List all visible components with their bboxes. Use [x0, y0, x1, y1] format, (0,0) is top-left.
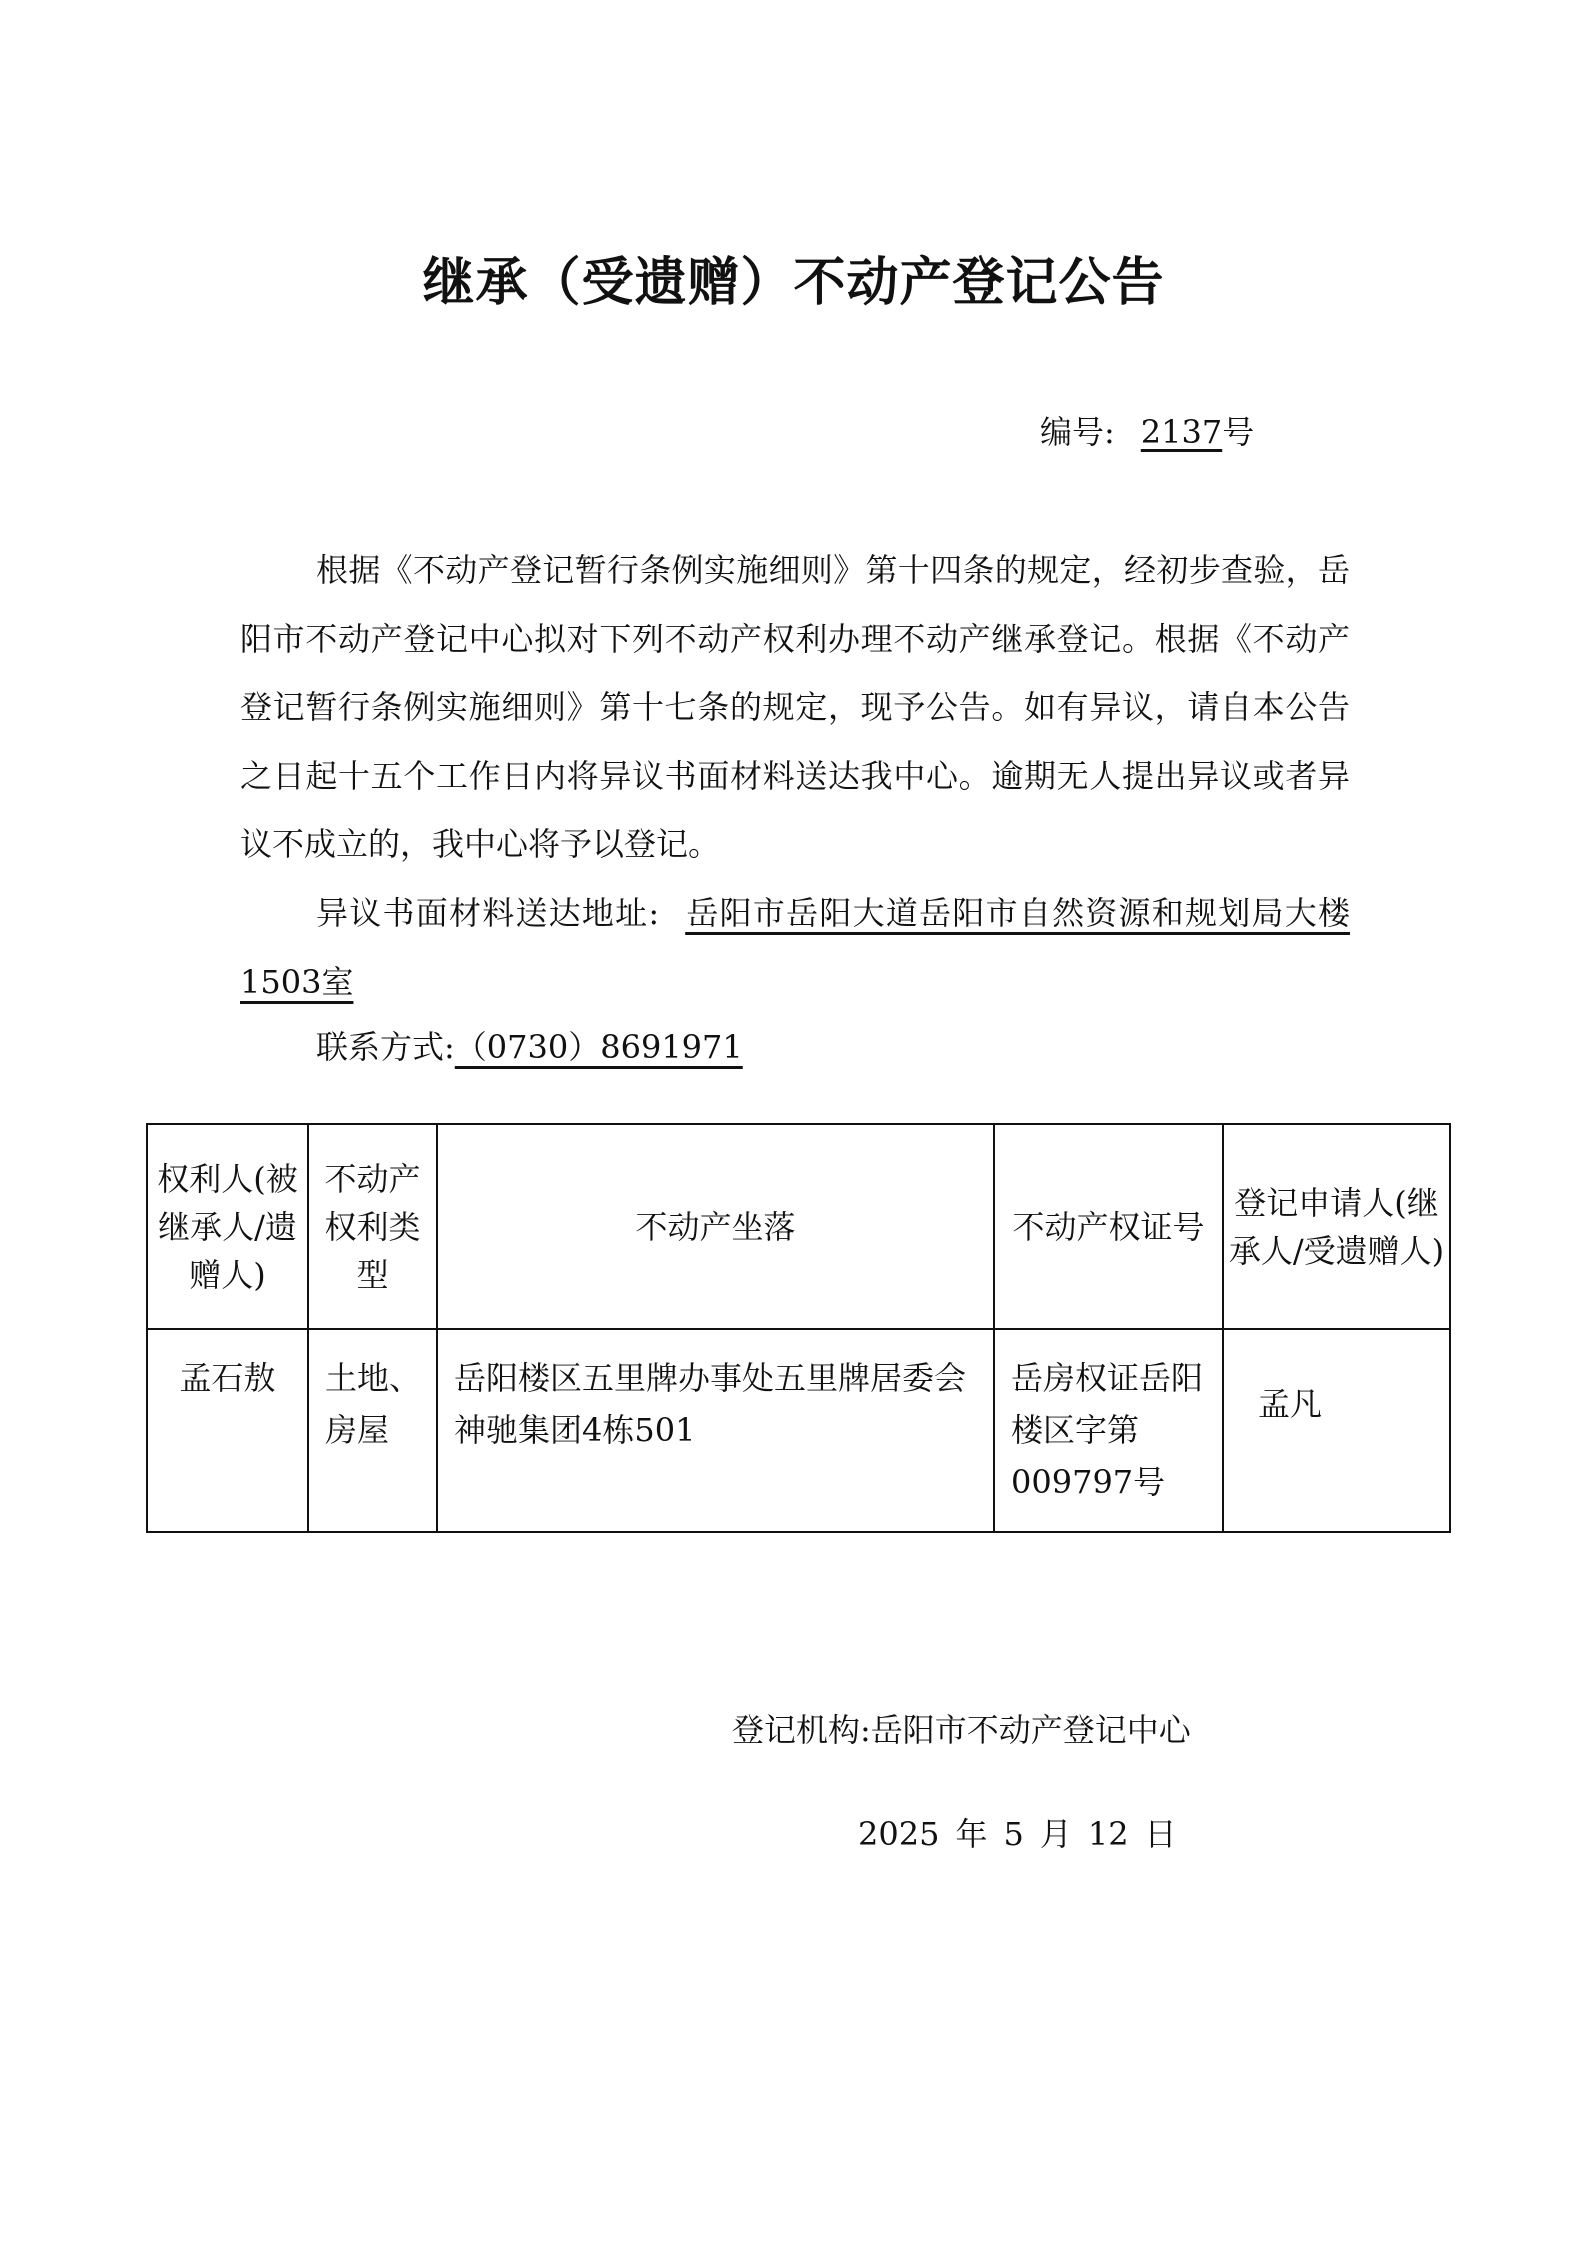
contact-label: 联系方式:: [316, 1028, 455, 1066]
cell-right-type: 土地、房屋: [308, 1329, 437, 1532]
date-year: 2025: [858, 1815, 940, 1853]
header-location: 不动产坐落: [437, 1124, 994, 1329]
notice-title: 继承（受遗赠）不动产登记公告: [422, 253, 1165, 313]
address-value: 岳阳市岳阳大道岳阳市自然资源和规划局大楼1503室: [240, 894, 1350, 1001]
date-year-unit: 年: [955, 1815, 988, 1853]
date-day: 12: [1087, 1815, 1129, 1853]
contact-line: [316, 1013, 916, 1082]
doc-number-label: 编号:: [1040, 413, 1115, 451]
notice-paragraph: 根据《不动产登记暂行条例实施细则》第十四条的规定，经初步查验，岳阳市不动产登记中心拟对下列不动产权利办理不动产继承登记。根据《不动产登记暂行条例实施细则》第十七条的规定，现予公告。如有异议，请自本公告之日起十五个工作日内将异议书面材料送达我中心。逾期无人提出异议或者异议不成立的，我中心将予以登记。: [240, 551, 1350, 863]
notice-date: [858, 1814, 1193, 1856]
registration-org: [732, 1710, 1191, 1752]
cell-holder: 孟石敖: [147, 1329, 308, 1532]
table-row: [147, 1329, 1450, 1532]
header-right-type: 不动产权利类型: [308, 1124, 437, 1329]
header-certificate: 不动产权证号: [994, 1124, 1223, 1329]
date-month: 5: [1003, 1815, 1024, 1853]
doc-number-suffix: 号: [1222, 413, 1255, 451]
cell-applicant: 孟凡: [1223, 1329, 1450, 1532]
cell-certificate: 岳房权证岳阳楼区字第009797号: [994, 1329, 1223, 1532]
org-value: 岳阳市不动产登记中心: [870, 1711, 1191, 1749]
table-header-row: [147, 1124, 1450, 1329]
property-table: [146, 1123, 1451, 1533]
address-line: [240, 879, 1350, 1016]
date-day-unit: 日: [1144, 1815, 1177, 1853]
address-label: 异议书面材料送达地址:: [316, 894, 660, 932]
header-applicant: 登记申请人(继承人/受遗赠人): [1223, 1124, 1450, 1329]
org-label: 登记机构:: [732, 1711, 871, 1749]
cell-location: 岳阳楼区五里牌办事处五里牌居委会神驰集团4栋501: [437, 1329, 994, 1532]
document-number: [1040, 412, 1300, 454]
contact-value: （0730）8691971: [454, 1028, 743, 1066]
date-month-unit: 月: [1039, 1815, 1072, 1853]
header-holder: 权利人(被继承人/遗赠人): [147, 1124, 308, 1329]
doc-number-value: 2137: [1140, 413, 1223, 451]
